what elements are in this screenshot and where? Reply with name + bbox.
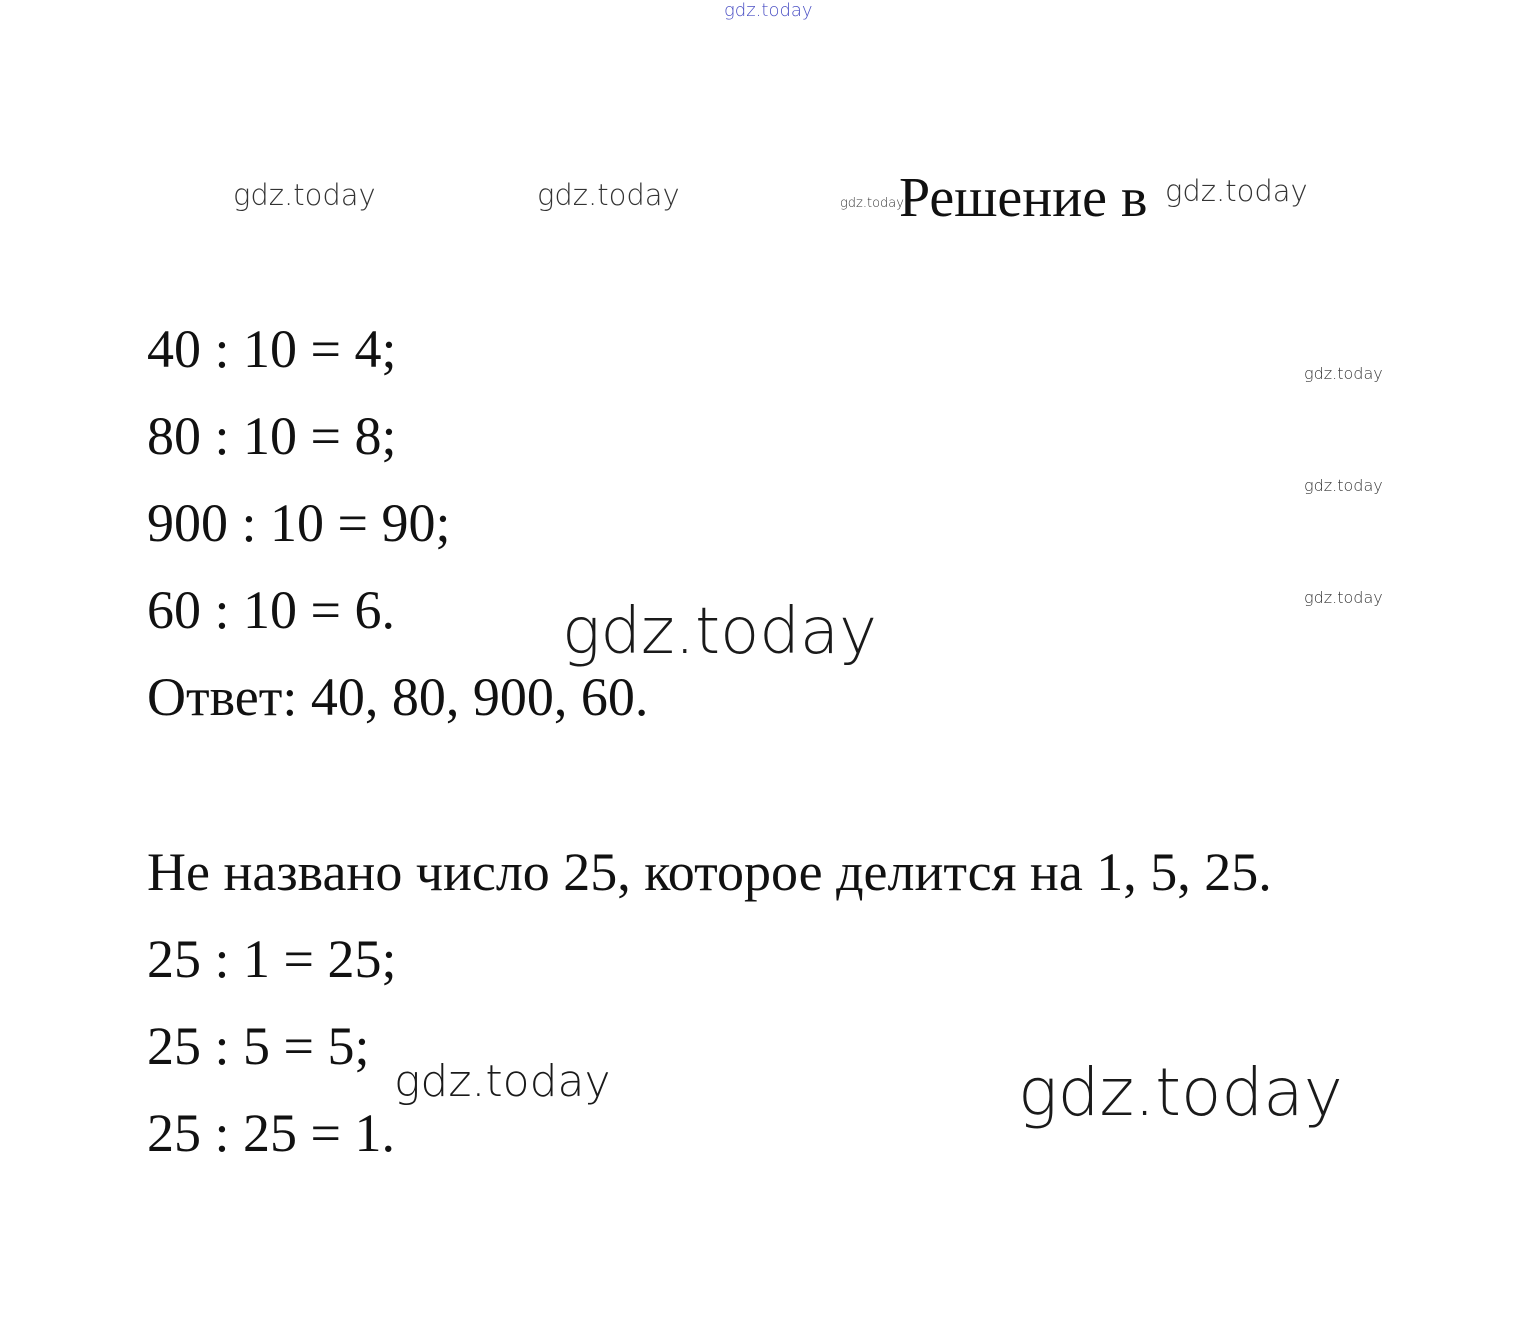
watermark: gdz.today: [1304, 476, 1383, 495]
page-title: Решение в: [899, 167, 1148, 229]
watermark: gdz.today: [1165, 174, 1308, 208]
watermark: gdz.today: [1018, 1054, 1343, 1131]
watermark: gdz.today: [840, 196, 904, 211]
watermark-top: gdz.today: [724, 0, 813, 21]
watermark: gdz.today: [394, 1056, 611, 1107]
equation-line: 25 : 25 = 1.: [147, 1103, 395, 1163]
equation-line: 25 : 1 = 25;: [147, 929, 397, 989]
equation-line: 60 : 10 = 6.: [147, 580, 395, 640]
watermark: gdz.today: [562, 595, 877, 669]
watermark: gdz.today: [1304, 364, 1383, 383]
equation-line: 80 : 10 = 8;: [147, 406, 397, 466]
watermark: gdz.today: [537, 178, 680, 212]
watermark: gdz.today: [1304, 588, 1383, 607]
equation-line: 900 : 10 = 90;: [147, 493, 451, 553]
answer-line: Ответ: 40, 80, 900, 60.: [147, 667, 649, 727]
equation-line: 25 : 5 = 5;: [147, 1016, 370, 1076]
statement-line: Не названо число 25, которое делится на 1, 5, 25.: [147, 842, 1272, 902]
watermark: gdz.today: [233, 178, 376, 212]
equation-line: 40 : 10 = 4;: [147, 319, 397, 379]
